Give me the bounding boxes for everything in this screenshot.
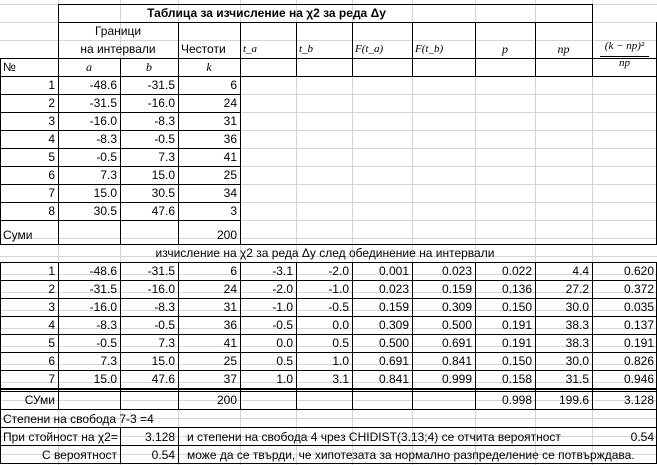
section2-title[interactable]: изчисление на χ2 за реда Δy след обединение на интервали bbox=[155, 246, 495, 260]
table2-cell-ta[interactable]: -0.5 bbox=[272, 318, 293, 332]
footer-conclusion[interactable]: може да се твърди, че хипотезата за нормално разпределение се потвърждава. bbox=[187, 448, 635, 462]
table1-cell-b[interactable]: 7.3 bbox=[158, 150, 175, 164]
table2-cell-n[interactable]: 2 bbox=[48, 282, 55, 296]
sum-np-2[interactable]: 199.6 bbox=[558, 393, 589, 407]
table1-cell-k[interactable]: 41 bbox=[223, 150, 237, 164]
header-bounds-line1[interactable]: Граници bbox=[94, 24, 142, 38]
table2-cell-n[interactable]: 5 bbox=[48, 336, 55, 350]
table2-cell-tb[interactable]: 0.0 bbox=[332, 318, 349, 332]
table2-cell-k[interactable]: 24 bbox=[223, 282, 237, 296]
table2-cell-tb[interactable]: -0.5 bbox=[328, 300, 349, 314]
header-k[interactable]: k bbox=[206, 60, 212, 74]
header-np[interactable]: np bbox=[557, 42, 570, 56]
table2-cell-b[interactable]: 7.3 bbox=[158, 336, 175, 350]
table2-cell-b[interactable]: -0.5 bbox=[154, 318, 175, 332]
table2-cell-fta[interactable]: 0.159 bbox=[378, 300, 409, 314]
table1-cell-a[interactable]: -48.6 bbox=[89, 78, 117, 92]
table2-cell-a[interactable]: -48.6 bbox=[89, 264, 117, 278]
header-ftb[interactable]: F(t_b) bbox=[415, 43, 444, 55]
table2-cell-k[interactable]: 36 bbox=[223, 318, 237, 332]
table2-cell-n[interactable]: 4 bbox=[48, 318, 55, 332]
table2-cell-tb[interactable]: -2.0 bbox=[328, 264, 349, 278]
table2-cell-p[interactable]: 0.022 bbox=[501, 264, 532, 278]
table2-cell-k[interactable]: 31 bbox=[223, 300, 237, 314]
table2-cell-p[interactable]: 0.191 bbox=[501, 318, 532, 332]
table1-cell-a[interactable]: 15.0 bbox=[93, 186, 117, 200]
table2-cell-fta[interactable]: 0.500 bbox=[378, 336, 409, 350]
table2-cell-ta[interactable]: -3.1 bbox=[272, 264, 293, 278]
table2-cell-np[interactable]: 30.0 bbox=[565, 354, 589, 368]
header-tb[interactable]: t_b bbox=[299, 43, 314, 55]
table2-cell-r[interactable]: 0.826 bbox=[623, 354, 654, 368]
table1-cell-a[interactable]: -0.5 bbox=[96, 150, 117, 164]
header-b[interactable]: b bbox=[146, 60, 152, 74]
table2-cell-r[interactable]: 0.191 bbox=[623, 336, 654, 350]
ratio-denominator: np bbox=[619, 57, 630, 69]
header-freq[interactable]: Честоти bbox=[181, 42, 226, 56]
table1-cell-a[interactable]: -31.5 bbox=[89, 96, 117, 110]
table1-cell-b[interactable]: -0.5 bbox=[154, 132, 175, 146]
table1-cell-k[interactable]: 3 bbox=[230, 204, 237, 218]
table2-cell-ta[interactable]: -2.0 bbox=[272, 282, 293, 296]
header-bounds-line2[interactable]: на интервали bbox=[80, 42, 156, 56]
table1-cell-b[interactable]: -31.5 bbox=[147, 78, 175, 92]
table2-cell-n[interactable]: 1 bbox=[48, 264, 55, 278]
table2-cell-ta[interactable]: 0.5 bbox=[276, 354, 293, 368]
table1-cell-n[interactable]: 1 bbox=[48, 78, 55, 92]
table2-cell-fta[interactable]: 0.841 bbox=[378, 372, 409, 386]
table2-cell-np[interactable]: 31.5 bbox=[565, 372, 589, 386]
table1-cell-n[interactable]: 4 bbox=[48, 132, 55, 146]
footer-prob-label[interactable]: С вероятност bbox=[41, 448, 117, 462]
table1-cell-b[interactable]: 47.6 bbox=[151, 204, 175, 218]
table2-cell-ftb[interactable]: 0.159 bbox=[441, 282, 472, 296]
table2-cell-ftb[interactable]: 0.999 bbox=[441, 372, 472, 386]
table2-cell-tb[interactable]: -1.0 bbox=[328, 282, 349, 296]
table2-cell-k[interactable]: 6 bbox=[230, 264, 237, 278]
table2-cell-ftb[interactable]: 0.691 bbox=[441, 336, 472, 350]
table2-cell-ta[interactable]: 1.0 bbox=[276, 372, 293, 386]
table1-cell-k[interactable]: 34 bbox=[223, 186, 237, 200]
sum-k-2[interactable]: 200 bbox=[216, 393, 237, 407]
footer-dof[interactable]: Степени на свобода 7-3 =4 bbox=[3, 412, 154, 426]
footer-prob-value[interactable]: 0.54 bbox=[630, 430, 654, 444]
table2-cell-n[interactable]: 6 bbox=[48, 354, 55, 368]
table2-cell-n[interactable]: 7 bbox=[48, 372, 55, 386]
table2-cell-np[interactable]: 38.3 bbox=[565, 336, 589, 350]
table2-cell-p[interactable]: 0.136 bbox=[501, 282, 532, 296]
table2-cell-r[interactable]: 0.035 bbox=[623, 300, 654, 314]
table2-cell-tb[interactable]: 3.1 bbox=[332, 372, 349, 386]
table2-cell-fta[interactable]: 0.023 bbox=[378, 282, 409, 296]
header-ratio-formula[interactable] bbox=[592, 38, 657, 74]
gridline-h bbox=[0, 238, 657, 239]
table2-cell-b[interactable]: 47.6 bbox=[151, 372, 175, 386]
table2-cell-tb[interactable]: 1.0 bbox=[332, 354, 349, 368]
table2-cell-ta[interactable]: 0.0 bbox=[276, 336, 293, 350]
table1-cell-b[interactable]: 15.0 bbox=[151, 168, 175, 182]
table2-cell-np[interactable]: 38.3 bbox=[565, 318, 589, 332]
border bbox=[0, 389, 657, 390]
footer-prob-value2[interactable]: 0.54 bbox=[151, 448, 175, 462]
sum-r-2[interactable]: 3.128 bbox=[623, 393, 654, 407]
table1-cell-a[interactable]: -8.3 bbox=[96, 132, 117, 146]
table2-cell-ftb[interactable]: 0.023 bbox=[441, 264, 472, 278]
table2-cell-np[interactable]: 4.4 bbox=[572, 264, 589, 278]
table1-cell-k[interactable]: 36 bbox=[223, 132, 237, 146]
ratio-numerator: (k − np)² bbox=[604, 40, 645, 52]
table1-cell-n[interactable]: 3 bbox=[48, 114, 55, 128]
table2-cell-np[interactable]: 30.0 bbox=[565, 300, 589, 314]
header-fta[interactable]: F(t_a) bbox=[355, 43, 384, 55]
table2-cell-r[interactable]: 0.372 bbox=[623, 282, 654, 296]
table2-cell-r[interactable]: 0.946 bbox=[623, 372, 654, 386]
table2-cell-tb[interactable]: 0.5 bbox=[332, 336, 349, 350]
table1-cell-b[interactable]: 30.5 bbox=[151, 186, 175, 200]
sum-label-2[interactable]: СУми bbox=[24, 393, 55, 407]
sum-label-1[interactable]: Суми bbox=[3, 228, 33, 242]
border bbox=[240, 58, 241, 244]
table2-cell-a[interactable]: 7.3 bbox=[100, 354, 117, 368]
table1-cell-b[interactable]: -8.3 bbox=[154, 114, 175, 128]
table2-cell-ta[interactable]: -1.0 bbox=[272, 300, 293, 314]
table2-cell-b[interactable]: -31.5 bbox=[147, 264, 175, 278]
table1-cell-a[interactable]: -16.0 bbox=[89, 114, 117, 128]
table2-cell-n[interactable]: 3 bbox=[48, 300, 55, 314]
table1-cell-k[interactable]: 25 bbox=[223, 168, 237, 182]
table2-cell-p[interactable]: 0.150 bbox=[501, 300, 532, 314]
table1-cell-k[interactable]: 6 bbox=[230, 78, 237, 92]
table2-cell-fta[interactable]: 0.001 bbox=[378, 264, 409, 278]
table2-cell-np[interactable]: 27.2 bbox=[565, 282, 589, 296]
table2-cell-ftb[interactable]: 0.500 bbox=[441, 318, 472, 332]
sum-p-2[interactable]: 0.998 bbox=[501, 393, 532, 407]
table2-cell-b[interactable]: -8.3 bbox=[154, 300, 175, 314]
table2-cell-b[interactable]: 15.0 bbox=[151, 354, 175, 368]
table2-cell-fta[interactable]: 0.691 bbox=[378, 354, 409, 368]
footer-chi-label[interactable]: При стойност на χ2= bbox=[3, 430, 118, 444]
table1-cell-n[interactable]: 5 bbox=[48, 150, 55, 164]
table1-cell-k[interactable]: 24 bbox=[223, 96, 237, 110]
header-p[interactable]: p bbox=[502, 42, 508, 56]
table1-cell-k[interactable]: 31 bbox=[223, 114, 237, 128]
table2-cell-a[interactable]: -8.3 bbox=[96, 318, 117, 332]
table2-cell-a[interactable]: -31.5 bbox=[89, 282, 117, 296]
table2-cell-p[interactable]: 0.150 bbox=[501, 354, 532, 368]
table2-cell-a[interactable]: 15.0 bbox=[93, 372, 117, 386]
table2-cell-r[interactable]: 0.137 bbox=[623, 318, 654, 332]
table1-cell-a[interactable]: 7.3 bbox=[100, 168, 117, 182]
sum-k-1[interactable]: 200 bbox=[216, 228, 237, 242]
table-title[interactable]: Таблица за изчисление на χ2 за реда Δy bbox=[147, 6, 386, 20]
table2-cell-k[interactable]: 37 bbox=[223, 372, 237, 386]
table2-cell-a[interactable]: -0.5 bbox=[96, 336, 117, 350]
table1-cell-a[interactable]: 30.5 bbox=[93, 204, 117, 218]
table2-cell-a[interactable]: -16.0 bbox=[89, 300, 117, 314]
header-no[interactable]: № bbox=[3, 60, 16, 74]
header-ta[interactable]: t_a bbox=[243, 43, 258, 55]
table2-cell-k[interactable]: 41 bbox=[223, 336, 237, 350]
footer-chi-text[interactable]: и степени на свобода 4 чрез CHIDIST(3.13;4) се отчита вероятност bbox=[187, 430, 561, 444]
table2-cell-b[interactable]: -16.0 bbox=[147, 282, 175, 296]
table2-cell-ftb[interactable]: 0.841 bbox=[441, 354, 472, 368]
table1-cell-b[interactable]: -16.0 bbox=[147, 96, 175, 110]
table2-cell-p[interactable]: 0.158 bbox=[501, 372, 532, 386]
header-a[interactable]: a bbox=[86, 60, 92, 74]
table1-cell-n[interactable]: 2 bbox=[48, 96, 55, 110]
table1-cell-n[interactable]: 6 bbox=[48, 168, 55, 182]
border bbox=[178, 428, 179, 464]
table2-cell-p[interactable]: 0.191 bbox=[501, 336, 532, 350]
border bbox=[592, 4, 593, 22]
footer-chi-value[interactable]: 3.128 bbox=[144, 430, 175, 444]
table2-cell-ftb[interactable]: 0.309 bbox=[441, 300, 472, 314]
table2-cell-r[interactable]: 0.620 bbox=[623, 264, 654, 278]
table2-cell-k[interactable]: 25 bbox=[223, 354, 237, 368]
table1-cell-n[interactable]: 8 bbox=[48, 204, 55, 218]
table1-cell-n[interactable]: 7 bbox=[48, 186, 55, 200]
table2-cell-fta[interactable]: 0.309 bbox=[378, 318, 409, 332]
